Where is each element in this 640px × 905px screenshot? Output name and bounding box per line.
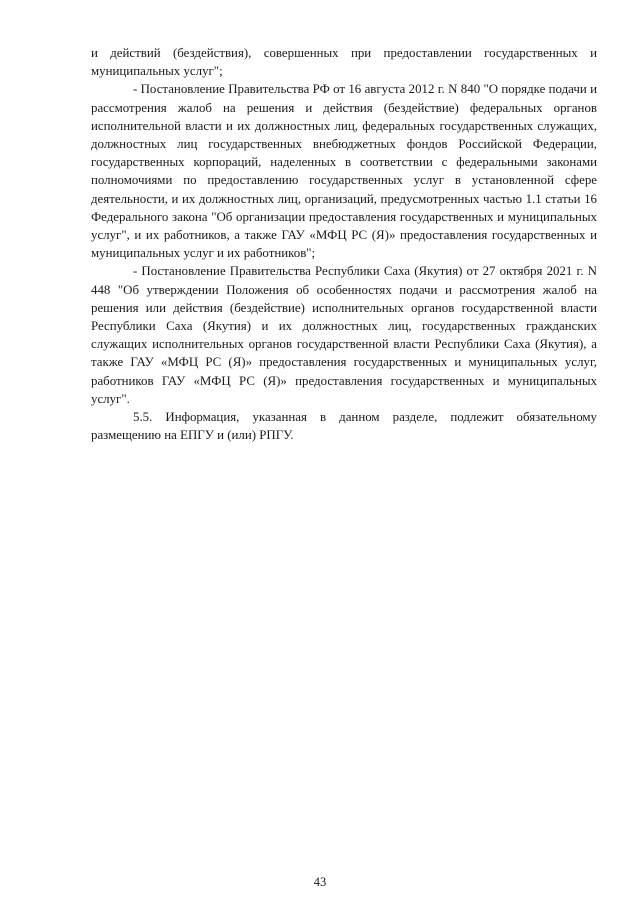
paragraph-section-5-5: 5.5. Информация, указанная в данном разделе, подлежит обязательному размещению на ЕПГУ и (или) РПГУ.: [91, 410, 597, 443]
paragraph-continuation: и действий (бездействия), совершенных при предоставлении государственных и муниципальных услуг";: [91, 46, 597, 79]
page-body: [91, 44, 597, 444]
page-number: 43: [313, 875, 327, 889]
paragraph-decree-448: - Постановление Правительства Республики Саха (Якутия) от 27 октября 2021 г. N 448 "Об утверждении Положения об особенностях подачи и рассмотрения жалоб на решения или действия (бездействие) исполнительных органов государственной власти Республики Саха (Якутия) и их должностных лиц, государственных гражданских служащих исполнительных органов государственной власти Республики Саха (Якутия), а также ГАУ «МФЦ РС (Я)» предоставления государственных и муниципальных услуг, работников ГАУ «МФЦ РС (Я)» предоставления государственных и муниципальных услуг".: [91, 264, 597, 406]
paragraph-decree-840: - Постановление Правительства РФ от 16 августа 2012 г. N 840 "О порядке подачи и рассмотрения жалоб на решения и действия (бездействие) федеральных органов исполнительной власти и их должностных лиц, федеральных государственных служащих, должностных лиц государственных внебюджетных фондов Российской Федерации, государственных корпораций, наделенных в соответствии с федеральными законами полномочиями по предоставлению государственных услуг в установленной сфере деятельности, и их должностных лиц, организаций, предусмотренных частью 1.1 статьи 16 Федерального закона "Об организации предоставления государственных и муниципальных услуг", и их работников, а также ГАУ «МФЦ РС (Я)» предоставления государственных и муниципальных услуг и их работников";: [91, 82, 597, 261]
